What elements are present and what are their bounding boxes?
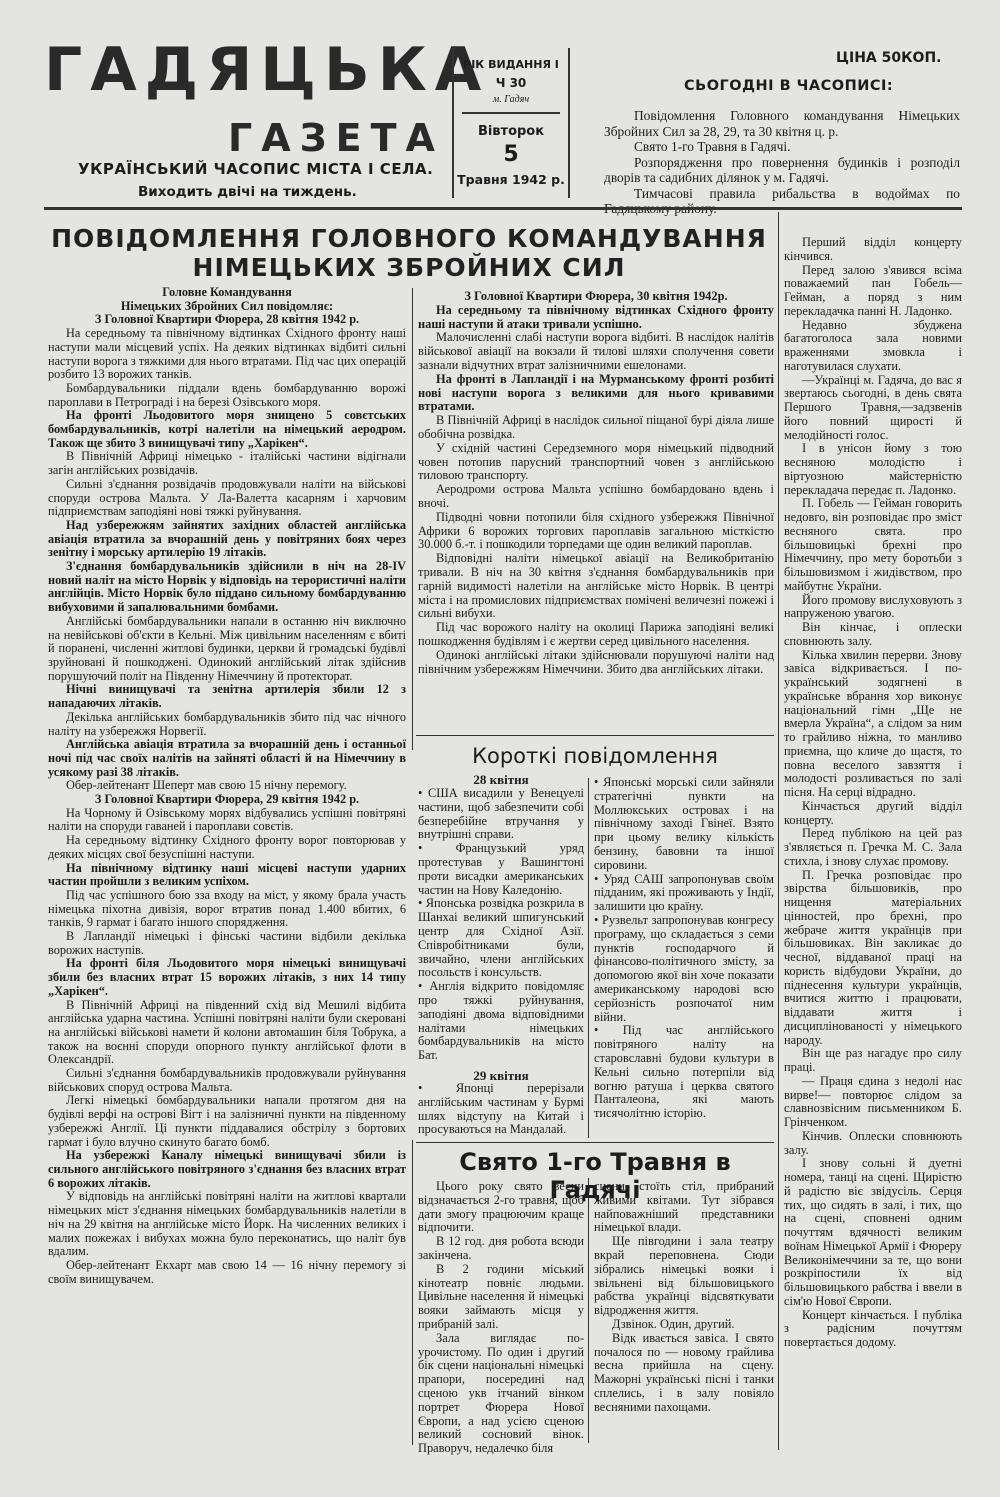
issue-month-year: Травня 1942 р. xyxy=(457,172,565,187)
holiday-column-b xyxy=(594,1180,774,1446)
paragraph: • Англія відкрито повідомляє про тяжкі руйнування, заподіяні двома відповідними налітами німецьких бомбардувальників на місто Бат. xyxy=(418,979,584,1063)
paragraph: В 12 год. дня робота всюди закінчена. xyxy=(418,1234,584,1262)
paragraph: З'єднання бомбардувальників здійснили в ніч на 28-IV новий наліт на місто Норвік у відповідь на терористичні наліти англійців. Місто Норвік було піддано сильному бомбардуванню вибуховими й запалювальними бомбами. xyxy=(48,559,406,615)
paragraph: • Японські морські сили зайняли стратегічні пункти на Моллюкських островах і на північному заході Гвінеї. Взято при цьому велику кількість бензину, бавовни та іншої сировини. xyxy=(594,775,774,872)
paragraph: Кілька хвилин перерви. Знову завіса відкривається. І по-український зодягнені в українське вбрання хор виконує національний гімн „Ще не вмерла Україна“, а слідом за ним то грайливо ніжна, то манливо приємна, що кличе до щастя, то повна веселого завзяття і молодості розливається по залі пісня. На серці відрадно. xyxy=(784,647,962,799)
paragraph: • Під час англійського повітряного наліту на старовславні будови культури в Кельні сильно потерпіли від вогню ратуша і церква святого Панталеона, які мають тисячолітню історію. xyxy=(594,1023,774,1121)
paragraph: На середньому та північному відтинках Східного фронту наші наступи мали місцевий успіх. На деяких відтинках відбиті сильні наступи ворога з тяжкими для нього втратами. Під час цих операцій розбито 13 ворожих танків. xyxy=(48,326,406,382)
paragraph: Декілька англійських бомбардувальників збито під час нічного наліту на узбережжя Норвегії. xyxy=(48,709,406,738)
paragraph: Цього року свято весни відзначається 2-го травня, щоб дати змогу працюючим краще відпочити. xyxy=(418,1179,584,1235)
paragraph: З Головної Квартири Фюрера, 30 квітня 1942р. xyxy=(464,289,728,303)
paragraph: У відповідь на англійські повітряні наліти на житлові квартали німецьких міст з'єднання німецьких бомбардувальників налетіли в ніч на 29 квітня на англійське місто Йорк. На численних великих і малих пожежах і вибухах можна було переконатись, що наліт був вдалим. xyxy=(48,1189,406,1259)
paragraph: Зала виглядає по-урочистому. По один і другий бік сцени національні німецькі прапори, посередині над сценою укв ітчаний вінком портрет Фюрера Нової Європи, а над усією сценою великий сосновий вінок. Праворуч, недалечко біля xyxy=(418,1330,584,1456)
paragraph: Підводні човни потопили біля східного узбережжя Північної Африки 6 ворожих торгових пароплавів загальною місткістю 30.000 б.-т. і пошкодили торпедами ще один великий пароплав. xyxy=(418,509,774,552)
masthead-subtitle: ГАЗЕТА xyxy=(228,116,444,160)
paragraph: Бомбардувальники піддали вдень бомбардуванню ворожі пароплави в Петрограді і на березі Озівського моря. xyxy=(48,380,406,409)
issue-box xyxy=(452,48,570,198)
paragraph: Сильні з'єднання розвідачів продовжували наліти на військові споруди острова Мальта. У Ла-Валетта касарням і харчовим підприємствам заподіяні нові тяжкі руйнування. xyxy=(48,476,406,519)
section-rule xyxy=(416,1142,774,1143)
paragraph: Обер-лейтенант Шеперт мав свою 15 нічну перемогу. xyxy=(66,778,347,793)
paragraph: Над узбережжям зайнятих західних областей англійська авіація втратила за вчорашній день у повітряних боях через зенітну і морську артилерію 19 літаків. xyxy=(48,517,406,560)
paragraph: • Рузвельт запропонував конгресу програму, що складається з семи пунктів господарчого й фінансово-політичного змісту, за допомогою якої він хоче показати американському народові всю серйозність розпочатої ним війни. xyxy=(594,912,774,1024)
short-news-heading: Короткі повідомлення xyxy=(472,744,718,768)
paragraph: На фронті в Лапландії і на Мурманському фронті розбиті нові наступи ворога з великими для нього кривавими втратами. xyxy=(418,371,774,414)
short-news-column-a xyxy=(418,787,584,1065)
contents-item: Свято 1-го Травня в Гадячі. xyxy=(634,139,791,154)
paragraph: • США висадили у Венецуелі частини, щоб забезпечити собі безперебійне втручання у внутрішні справи. xyxy=(418,786,584,842)
paragraph: Нічні винищувачі та зенітна артилерія збили 12 з нападаючих літаків. xyxy=(48,682,406,711)
paragraph: На фронті біля Льодовитого моря німецькі винищувачі збили без власних втрат 15 ворожих літаків, з них 14 типу „Харікен“. xyxy=(48,956,406,998)
paragraph: П. Гобель — Гейман говорить недовго, він розповідає про зміст весняного свята. про більшовицькі брехні про Німеччину, про мету боротьби з більшовизмом і жидівством, про майбутнє України. xyxy=(784,496,962,593)
paragraph: На середньому та північному відтинках Східного фронту наші наступи й атаки тривали успішно. xyxy=(418,302,774,331)
issue-weekday: Вівторок xyxy=(477,124,545,139)
paragraph: Англійські бомбардувальники напали в останню ніч виключно на невійськові об'єкти в Кельні. Між цивільним населенням є вбиті й поранені, численні житлові будинки, церкви й громадські будівлі зруйновані й пошкоджені. Одинокий англійський літак здійснив порушуючий політ на Південну Німеччину й протекторат. xyxy=(48,613,406,683)
paragraph: Одинокі англійські літаки здійснювали порушуючі наліти над північним узбережжям Німеччини. Збито два англійських літаки. xyxy=(418,647,774,676)
masthead-title: ГАДЯЦЬКА xyxy=(44,35,490,105)
main-headline-line: НІМЕЦЬКИХ ЗБРОЙНИХ СИЛ xyxy=(192,253,626,282)
holiday-headline: Свято 1-го Травня в Гадячі xyxy=(459,1148,731,1204)
contents-item: Повідомлення Головного командування Німецьких Збройних Сил за 28, 29, та 30 квітня ц. р. xyxy=(604,108,960,139)
masthead-rule xyxy=(44,207,962,210)
article-column-2 xyxy=(418,290,774,735)
paragraph: —Українці м. Гадяча, до вас я звертаюсь сьогодні, в день свята Першого Травня,—задзвенів його повний щирості й мелодійності голос. xyxy=(784,372,962,442)
paragraph: Перед залою з'явився всіма поважаемий пан Гобель—Гейман, а поряд з ним перекладачка панні Н. Ладонко. xyxy=(784,262,962,318)
paragraph: З Головної Квартири Фюрера, 29 квітня 1942 р. xyxy=(94,792,360,807)
contents-item: Розпорядження про повернення будинків і розподіл дворів та садибних ділянок у м. Гадячі. xyxy=(604,154,960,185)
column-rule xyxy=(412,288,413,750)
paragraph: На північному відтинку наші місцеві наступи ударних частин пройшли з великим успіхом. xyxy=(48,860,406,889)
paragraph: На фронті Льодовитого моря знищено 5 совєтських бомбардувальників, котрі налетіли на німецький аеродром. Також ще збито 3 винищувачі типу „Харікен“. xyxy=(48,408,406,450)
paragraph: — Праця єдина з недолі нас вирве!— повторює слідом за славнозвісним письменником Б. Грінченком. xyxy=(784,1073,962,1129)
masthead-tagline: УКРАЇНСЬКИЙ ЧАСОПИС МІСТА І СЕЛА. xyxy=(78,160,434,178)
paragraph: Аеродроми острова Мальта успішно бомбардовано вдень і вночі. xyxy=(418,482,774,510)
main-headline xyxy=(44,224,774,282)
issue-divider xyxy=(462,112,560,114)
paragraph: Під час успішного бою зза входу на міст, у якому брала участь німецька піхотна дивізія, ворог втратив понад 1.400 вбитих, 6 танків, 9 гармат і багато іншого спорядження. xyxy=(48,887,406,930)
paragraph: • Уряд САШ запропонував своїм підданим, які проживають у Індії, залишити цю країну. xyxy=(594,871,774,914)
paragraph: В 2 години міський кінотеатр повніє людьми. Цивільне населення й німецькі вояки займають місця у прибраній залі. xyxy=(418,1261,584,1331)
paragraph: На середньому відтинку Східного фронту ворог повторював у деяких місцях свої безуспішні наступи. xyxy=(48,833,406,861)
paragraph: Відк ивається завіса. І свято почалося по — новому грайлива весна прийшла на сцену. Мажорні українські пісні і танки сплелись, і в залу повіяло весняними пахощами. xyxy=(594,1330,774,1414)
paragraph: Легкі німецькі бомбардувальники напали протягом дня на будівлі верфі на острові Вігт і на залізничні пункти на південному узбережжі Англії. Ці пункти піддавалися обстрілу з бортових гармат і було влучно скинуто багато бомб. xyxy=(48,1093,406,1149)
paragraph: Концерт кінчається. І публіка з радісним почуттям повертається додому. xyxy=(784,1307,962,1349)
paragraph: Малочисленні слабі наступи ворога відбиті. В наслідок налітів військової авіації на вокзали й тилові шляхи сполучення совети зазнали відчутних втрат залізничними ешелонами. xyxy=(418,330,774,372)
paragraph: • Японці перерізали англійським частинам у Бурмі шлях відступу на Китай і просуваються на Мандалай. xyxy=(418,1081,584,1137)
column-rule xyxy=(588,1178,589,1443)
paragraph: Перший відділ концерту кінчився. xyxy=(784,235,962,263)
paragraph: В Північній Африці на південний схід від Мешилі відбита англійська ударна частина. Успішні повітряні наліти були скеровані на англійські військові намети й колони автомашин біля Тобрука, а також на воєнні споруди опорного пункту англійської флоти в Олександрії. xyxy=(48,997,406,1067)
paragraph: На узбережжі Каналу німецькі винищувачі збили із сильного англійського повітряного з'єднання без власних втрат 6 ворожих літаків. xyxy=(48,1148,406,1190)
short-news-date: 29 квітня xyxy=(473,1068,529,1083)
issue-year: РІК ВИДАННЯ І xyxy=(463,58,559,71)
holiday-column-a xyxy=(418,1179,584,1456)
paragraph: Відповідні наліти німецької авіації на Великобританію тривали. В ніч на 30 квітня з'єднання бомбардувальників при гарній видимості налетіли на англійське місто Норвік. В центрі міста і на промислових підприємствах помічені величезні пожежі і сильні вибухи. xyxy=(418,551,774,621)
paragraph: Ще півгодини і зала театру вкрай переповнена. Сюди зібрались німецькі вояки і звільнені від більшовицького рабства українці відсвяткувати відродження життя. xyxy=(594,1234,774,1318)
short-news-column-b xyxy=(594,776,774,1138)
paragraph: Він ще раз нагадує про силу праці. xyxy=(784,1046,962,1074)
paragraph: Під час ворожого наліту на околиці Парижа заподіяні великі пошкодження будівлям і є жертви серед цивільного населення. xyxy=(418,620,774,648)
contents-item: Тимчасові правила рибальства в водоймах по xyxy=(634,185,960,201)
paragraph: Обер-лейтенант Екхарт мав свою 14 — 16 нічну перемогу зі своїм винищувачем. xyxy=(48,1257,406,1286)
contents-list xyxy=(604,108,960,217)
issue-place: м. Гадяч xyxy=(492,94,530,105)
paragraph: І знову сольні й дуетні номера, танці на сцені. Щирістю й радістю віє звідусіль. Серця тих, що сидять в залі, і тих, що на сцені, сповнені одним почуттям вдячності великим воїнам Німецької Армії і Фюреру Великонімеччини за те, що вони розкріпостили їх від більшовицького рабства і ввели в сім'ю Нової Європи. xyxy=(784,1156,962,1308)
paragraph: У східній частині Середземного моря німецький підводний човен потопив парусний транспортний човен з англійською тиловою транспорту. xyxy=(418,440,774,483)
paragraph: В Північній Африці німецько - італійські частини відігнали загін англійських розвідачів. xyxy=(48,449,406,478)
paragraph: Перед публікою на цей раз з'являється п. Гречка М. С. Зала стихла, і знову слухає промову. xyxy=(784,826,962,868)
column-rule xyxy=(778,212,779,1450)
main-headline-line: ПОВІДОМЛЕННЯ ГОЛОВНОГО КОМАНДУВАННЯ xyxy=(51,224,767,253)
paragraph: Англійська авіація втратила за вчорашній день і останньої ночі під час своїх налітів на зайняті області й на Німеччину в усякому разі 38 літаків. xyxy=(48,737,406,779)
paragraph: Його промову вислуховують з напруженою увагою. xyxy=(784,592,962,621)
paragraph: Німецьких Збройних Сил повідомляє: xyxy=(120,298,334,313)
article-column-1 xyxy=(48,286,406,1448)
column-rule xyxy=(412,1140,413,1445)
issue-day: 5 xyxy=(503,142,519,167)
contents-heading: СЬОГОДНІ В ЧАСОПИСІ: xyxy=(684,78,894,94)
short-news-column-a2 xyxy=(418,1082,584,1138)
masthead-frequency: Виходить двічі на тиждень. xyxy=(138,184,357,200)
section-rule xyxy=(416,735,774,736)
paragraph: Кінчив. Оплески сповнюють залу. xyxy=(784,1128,962,1157)
holiday-column-c xyxy=(784,236,962,1448)
paragraph: Дзвінок. Один, другий. xyxy=(612,1316,735,1331)
paragraph: Кінчається другий відділ концерту. xyxy=(784,798,962,827)
paragraph: Головне Командування xyxy=(162,285,292,299)
paragraph: В Лапландії німецькі і фінські частини відбили декілька ворожих наступів. xyxy=(48,929,406,957)
issue-number: Ч 30 xyxy=(495,76,527,90)
paragraph: З Головної Квартири Фюрера, 28 квітня 1942 р. xyxy=(94,312,360,327)
paragraph: І в унісон йому з тою весняною молодістю і віртуозною майстерністю перекладача передає п. Ладонко. xyxy=(784,441,962,497)
paragraph: Сильні з'єднання бомбардувальників продовжували руйнування військових споруд острова Мальта. xyxy=(48,1066,406,1094)
paragraph: В Північній Африці в наслідок сильної піщаної бурі діяла лише обобічна розвідка. xyxy=(418,413,774,441)
paragraph: Він кінчає, і оплески сповнюють залу. xyxy=(784,620,962,648)
paragraph: • Французький уряд протестував у Вашингтоні проти висадки американських частин на Нову Каледонію. xyxy=(418,841,584,897)
paragraph: П. Гречка розповідає про звірства більшовиків, про нищення матеріальних цінностей, про брехні, про жебраче життя українців при більшовиках. Він закликає до чесної, віддаваної праці на користь відбудови України, до піднесення культури українців, вчитися життю і працювати, віддавати життя і дисциплінованості у німецького народу. xyxy=(784,867,962,1047)
paragraph: На Чорному й Озівському морях відбувались успішні повітряні наліти на споруди гаваней і пароплави совєтів. xyxy=(48,805,406,834)
price: ЦІНА 50КОП. xyxy=(836,50,942,66)
paragraph: сцени, стоїть стіл, прибраний живими квітами. Тут зібрався найповажніший представники німецької влади. xyxy=(594,1179,774,1235)
paragraph: • Японська розвідка розкрила в Шанхаі великий шпигунський центр для Східної Азії. Співробітниками були, звичайно, члени англійських посольств і консульств. xyxy=(418,896,584,980)
paragraph: Недавно збуджена багатоголоса зала новими враженнями змовкла і наготувилася слухати. xyxy=(784,317,962,373)
short-news-date: 28 квітня xyxy=(473,772,529,787)
column-rule xyxy=(588,778,589,1138)
